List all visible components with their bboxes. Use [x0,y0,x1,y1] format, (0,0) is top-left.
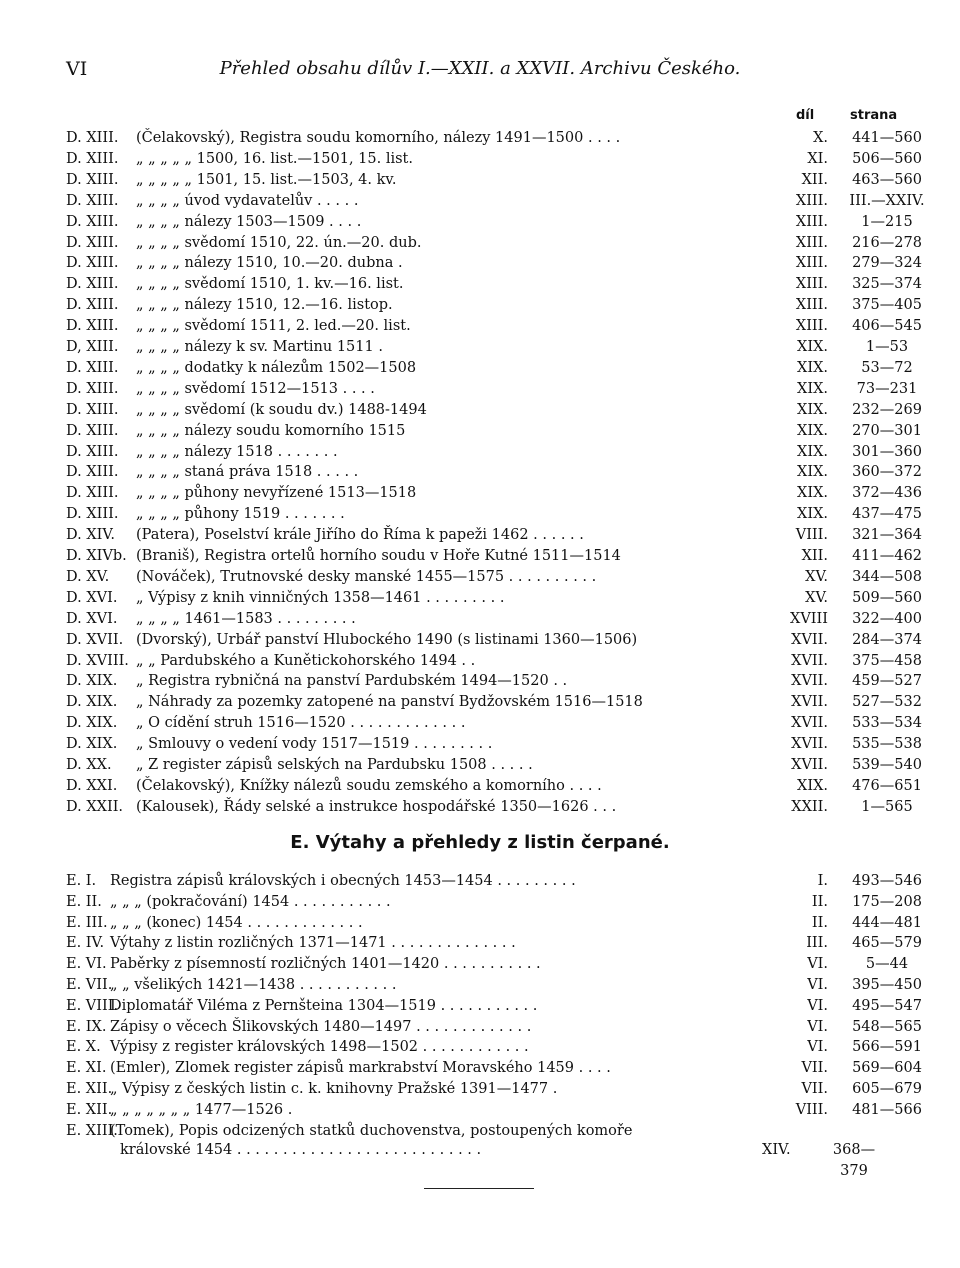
entry-volume: VI. [807,977,828,993]
toc-entry-row [66,933,922,954]
entry-volume: VI. [807,956,828,973]
toc-entry-row [66,212,913,233]
entry-code: D. XIII. [66,401,119,418]
entry-volume: XVII. [791,757,828,773]
entry-code: D. XIX. [66,694,118,711]
entry-volume: XIX. [797,339,828,355]
entry-code: E. IX. [66,1018,107,1035]
entry-pages: 569—604 [852,1060,922,1077]
entry-text: „ „ „ „ „ 1500, 16. list.—1501, 15. list. [136,150,413,167]
entry-text: (Kalousek), Řády selské a instrukce hospodářské 1350—1626 . . . [136,798,617,815]
toc-entry-row [66,421,922,442]
entry-code: D. XIII. [66,150,119,167]
entry-volume: VIII. [795,527,828,544]
entry-text: „ „ „ „ nálezy 1518 . . . . . . . [136,443,338,460]
toc-entry-row [66,504,922,525]
toc-entry-row [66,651,922,672]
entry-volume: I. [817,873,828,889]
running-header [66,58,894,88]
toc-entry-row [66,546,922,567]
toc-entry-row [66,975,922,996]
entry-code: D. XIII. [66,485,119,502]
section-e-title: E. Výtahy a přehledy z listin čerpané. [290,832,670,853]
entry-volume: XIII. [795,318,828,335]
entry-text: (Čelakovský), Knížky nálezů soudu zemského a komorního . . . . [136,777,602,794]
entry-pages: 270—301 [852,422,922,439]
entry-continuation-text: královské 1454 . . . . . . . . . . . . . . . . . . . . . . . . . . . [120,1142,482,1158]
entry-code: E. XII. [66,1081,113,1097]
entry-code: D. XIII. [66,359,119,376]
toc-entry-row [66,609,922,630]
entry-code: E. VII. [66,977,113,993]
entry-volume: VII. [801,1081,828,1097]
entry-volume: XIX. [797,777,828,794]
entry-pages: 1—53 [865,339,909,355]
entry-text: „ „ „ (pokračování) 1454 . . . . . . . . . . . [110,893,391,910]
entry-text: Registra zápisů královských i obecných 1453—1454 . . . . . . . . . [110,873,576,889]
entry-text: (Patera), Poselství krále Jiřího do Říma k papeži 1462 . . . . . . [136,527,584,544]
toc-entry-row [66,191,925,212]
entry-pages: 301—360 [852,443,922,460]
entry-code: D. XIII. [66,297,119,314]
entry-code: E. VIII. [66,997,119,1014]
entry-pages: 284—374 [852,631,922,648]
entry-code: D. XIX. [66,715,118,732]
entry-text: „ „ „ „ svědomí 1510, 22. ún.—20. dub. [136,234,422,251]
toc-entry-row [66,233,922,254]
toc-entry-row [66,671,922,692]
entry-pages: 539—540 [852,757,922,773]
entry-code: E. XII. [66,1101,113,1118]
entry-pages: 444—481 [852,914,922,931]
entry-text: Zápisy o věcech Šlikovských 1480—1497 . . . . . . . . . . . . . [110,1018,532,1035]
entry-pages: 5—44 [865,956,909,973]
page-title: Přehled obsahu dílův I.—XXII. a XXVII. Archivu Českého. [219,58,741,79]
entry-pages: 476—651 [852,777,922,794]
toc-entry-row [66,913,922,934]
toc-entry-row [66,295,922,316]
entry-text: „ „ „ „ nálezy k sv. Martinu 1511 . [136,339,383,355]
entry-volume: VI. [807,997,828,1014]
toc-entry-row [66,1037,922,1058]
entry-text: (Dvorský), Urbář panství Hlubockého 1490 (s listinami 1360—1506) [136,631,638,648]
entry-code: E. IV. [66,935,105,952]
column-header-strana: strana [850,108,898,123]
entry-text: „ „ „ „ půhony nevyřízené 1513—1518 [136,485,417,502]
entry-pages: 509—560 [852,589,922,606]
entry-text: „ „ „ „ svědomí (k soudu dv.) 1488-1494 [136,401,427,418]
entry-code: D. XIV. [66,527,115,544]
entry-pages: 411—462 [852,548,922,564]
entry-code: D, XIII. [66,339,119,355]
toc-entry-row [66,692,922,713]
entry-text: „ „ „ „ svědomí 1511, 2. led.—20. list. [136,318,411,335]
entry-pages: 344—508 [852,568,922,585]
toc-entry-row [66,1100,922,1121]
entry-pages: 372—436 [852,485,922,502]
entry-volume: XIII. [795,276,828,293]
entry-text: „ „ „ „ 1461—1583 . . . . . . . . . [136,610,356,627]
entry-pages: 395—450 [852,977,922,993]
entry-volume: XIX. [797,359,828,376]
toc-entry-row [66,337,909,358]
toc-entry-row [66,1058,922,1079]
toc-entry-row [66,1121,896,1142]
toc-entry-row [66,567,922,588]
entry-text: „ Výpisy z knih vinničných 1358—1461 . . . . . . . . . [136,589,505,606]
entry-text: (Tomek), Popis odcizených statků duchovenstva, postoupených komoře [110,1122,633,1139]
entry-pages: 1—565 [861,798,913,815]
entry-volume: II. [811,914,828,931]
entry-volume: XIII. [795,255,828,272]
entry-pages: 321—364 [852,527,922,544]
toc-entry-row [66,588,922,609]
entry-continuation-volume: XIV. [762,1142,791,1158]
entry-pages: 533—534 [852,715,922,732]
entry-code: D. XIII. [66,130,119,146]
entry-code: D. XXI. [66,777,118,794]
toc-entry-row [66,128,922,149]
entry-volume: XIX. [797,422,828,439]
entry-text: „ „ „ „ nálezy 1503—1509 . . . . [136,213,362,230]
toc-entry-row [66,755,922,776]
entry-code: D. XIVb. [66,548,127,564]
entry-pages: 441—560 [852,130,922,146]
entry-text: „ „ „ „ dodatky k nálezům 1502—1508 [136,359,417,376]
entry-text: „ „ „ „ svědomí 1510, 1. kv.—16. list. [136,276,404,293]
entry-volume: XVII. [791,673,828,690]
entry-code: D. XIII. [66,192,119,209]
toc-entry-row [66,1017,922,1038]
toc-entry-row [66,170,922,191]
entry-volume: XVII. [791,694,828,711]
entry-volume: XIX. [797,464,828,481]
toc-entry-row [66,253,922,274]
entry-volume: XIX. [797,485,828,502]
entry-code: D. XX. [66,757,112,773]
entry-text: „ „ „ „ „ 1501, 15. list.—1503, 4. kv. [136,171,397,188]
entry-pages: 360—372 [852,464,922,481]
entry-pages: III.—XXIV. [849,192,925,209]
toc-entry-row [66,871,922,892]
toc-entry-row [66,996,922,1017]
entry-text: (Nováček), Trutnovské desky manské 1455—1575 . . . . . . . . . . [136,568,597,585]
entry-pages: 175—208 [852,893,922,910]
entry-pages: 535—538 [852,736,922,753]
entry-text: „ Registra rybničná na panství Pardubském 1494—1520 . . [136,673,568,690]
toc-entry-row [66,1079,922,1100]
entry-volume: XV. [805,589,828,606]
toc-entry-row [66,442,922,463]
entry-volume: XVII. [791,715,828,732]
page-number: VI [66,58,88,80]
entry-code: D. XIII. [66,276,119,293]
entry-pages: 73—231 [856,380,918,397]
entry-text: Výtahy z listin rozličných 1371—1471 . . . . . . . . . . . . . . [110,935,516,952]
toc-entry-row [66,525,922,546]
toc-entry-row [66,149,922,170]
entry-code: D. XIII. [66,213,119,230]
entry-code: D. XIII. [66,443,119,460]
toc-entry-row [66,713,922,734]
entry-pages: 495—547 [852,997,922,1014]
entry-volume: XV. [805,568,828,585]
entry-pages: 481—566 [852,1101,922,1118]
entry-volume: XIII. [795,192,828,209]
entry-volume: II. [811,893,828,910]
entry-code: D. XXII. [66,798,124,815]
entry-volume: VII. [801,1060,828,1077]
entry-pages: 375—458 [852,652,922,669]
entry-code: E. II. [66,893,102,910]
entry-pages: 459—527 [852,673,922,690]
entry-volume: XIX. [797,443,828,460]
entry-volume: XXII. [791,798,828,815]
entry-text: (Emler), Zlomek register zápisů markrabství Moravského 1459 . . . . [110,1060,611,1077]
entry-pages: 527—532 [852,694,922,711]
entry-volume: III. [806,935,828,952]
entry-volume: XVIII [790,610,828,627]
entry-pages: 548—565 [852,1018,922,1035]
entry-code: D. XIII. [66,380,119,397]
entry-code: E. VI. [66,956,107,973]
entry-code: E. XI. [66,1060,107,1077]
entry-pages: 506—560 [852,150,922,167]
toc-entry-row [66,892,922,913]
entry-volume: XIX. [797,401,828,418]
entry-pages: 1—215 [861,213,913,230]
entry-volume: XI. [807,150,828,167]
toc-entry-row [66,954,909,975]
entry-text: „ „ „ „ nálezy soudu komorního 1515 [136,422,406,439]
entry-text: „ „ všelikých 1421—1438 . . . . . . . . . . . [110,977,397,993]
toc-entry-row [66,734,922,755]
entry-pages: 465—579 [852,935,922,952]
toc-entry-row [66,358,913,379]
entry-code: D. XIII. [66,318,119,335]
entry-text: „ Smlouvy o vedení vody 1517—1519 . . . . . . . . . [136,736,493,753]
entry-text: (Čelakovský), Registra soudu komorního, nálezy 1491—1500 . . . . [136,130,621,146]
entry-volume: XIX. [797,380,828,397]
entry-volume: XIII. [795,234,828,251]
entry-code: E. III. [66,914,108,931]
toc-entry-row [66,274,922,295]
entry-volume: XVII. [791,652,828,669]
entry-pages: 437—475 [852,506,922,523]
toc-entry-row [66,400,922,421]
entry-pages: 375—405 [852,297,922,314]
entry-text: „ Výpisy z českých listin c. k. knihovny Pražské 1391—1477 . [110,1081,558,1097]
column-header-dil: díl [796,108,815,123]
entry-text: „ „ „ (konec) 1454 . . . . . . . . . . . . . [110,914,363,931]
entry-pages: 605—679 [852,1081,922,1097]
entry-pages: 216—278 [852,234,922,251]
entry-text: „ „ „ „ „ „ „ 1477—1526 . [110,1101,293,1118]
entry-pages: 325—374 [852,276,922,293]
toc-entry-row [66,483,922,504]
entry-pages: 463—560 [852,171,922,188]
entry-pages: 279—324 [852,255,922,272]
entry-pages: 493—546 [852,873,922,889]
toc-entry-row [66,776,922,797]
entry-text: Výpisy z register královských 1498—1502 . . . . . . . . . . . . [110,1039,529,1056]
entry-code: D. XIII. [66,464,119,481]
entry-code: D. XIII. [66,255,119,272]
entry-code: D. XVII. [66,631,124,648]
entry-code: D. XIII. [66,506,119,523]
entry-text: „ O cídění struh 1516—1520 . . . . . . . . . . . . . [136,715,466,732]
entry-code: D. XVIII. [66,652,129,669]
entry-pages: 322—400 [852,610,922,627]
toc-entry-row [66,316,922,337]
entry-volume: XVII. [791,736,828,753]
end-rule [424,1188,534,1189]
entry-volume: X. [813,130,828,146]
entry-code: E. I. [66,873,97,889]
entry-continuation-pages: 368—379 [832,1142,876,1179]
entry-pages: 232—269 [852,401,922,418]
entry-text: (Braniš), Registra ortelů horního soudu v Hoře Kutné 1511—1514 [136,548,621,564]
entry-text: „ „ „ „ nálezy 1510, 10.—20. dubna . [136,255,403,272]
entry-volume: XIII. [795,297,828,314]
entry-code: D. XVI. [66,589,118,606]
entry-code: E. X. [66,1039,101,1056]
toc-entry-row [66,630,922,651]
entry-text: „ Z register zápisů selských na Pardubsku 1508 . . . . . [136,757,533,773]
entry-code: E. XIII. [66,1122,118,1139]
entry-text: „ Náhrady za pozemky zatopené na panství Bydžovském 1516—1518 [136,694,643,711]
entry-volume: XII. [801,171,828,188]
entry-pages: 406—545 [852,318,922,335]
entry-text: „ „ „ „ úvod vydavatelův . . . . . [136,192,359,209]
entry-text: „ „ „ „ nálezy 1510, 12.—16. listop. [136,297,393,314]
entry-code: D. XIII. [66,171,119,188]
entry-text: „ „ „ „ půhony 1519 . . . . . . . [136,506,345,523]
entry-code: D. XVI. [66,610,118,627]
entry-code: D. XIII. [66,234,119,251]
toc-entry-row [66,797,913,818]
entry-code: D. XIII. [66,422,119,439]
entry-volume: VI. [807,1018,828,1035]
toc-entry-row [66,462,922,483]
entry-text: „ „ „ „ svědomí 1512—1513 . . . . [136,380,375,397]
entry-volume: VIII. [795,1101,828,1118]
entry-code: D. XIX. [66,736,118,753]
entry-code: D. XV. [66,568,110,585]
entry-text: „ „ Pardubského a Kunětickohorského 1494 . . [136,652,476,669]
entry-code: D. XIX. [66,673,118,690]
toc-entry-row [66,379,918,400]
entry-pages: 53—72 [861,359,913,376]
entry-text: „ „ „ „ staná práva 1518 . . . . . [136,464,359,481]
entry-pages: 566—591 [852,1039,922,1056]
entry-text: Paběrky z písemností rozličných 1401—1420 . . . . . . . . . . . [110,956,541,973]
entry-volume: XIX. [797,506,828,523]
entry-volume: XVII. [791,631,828,648]
entry-text: Diplomatář Viléma z Pernšteina 1304—1519 . . . . . . . . . . . [110,997,538,1014]
entry-volume: XII. [801,548,828,564]
entry-volume: XIII. [795,213,828,230]
entry-volume: VI. [807,1039,828,1056]
